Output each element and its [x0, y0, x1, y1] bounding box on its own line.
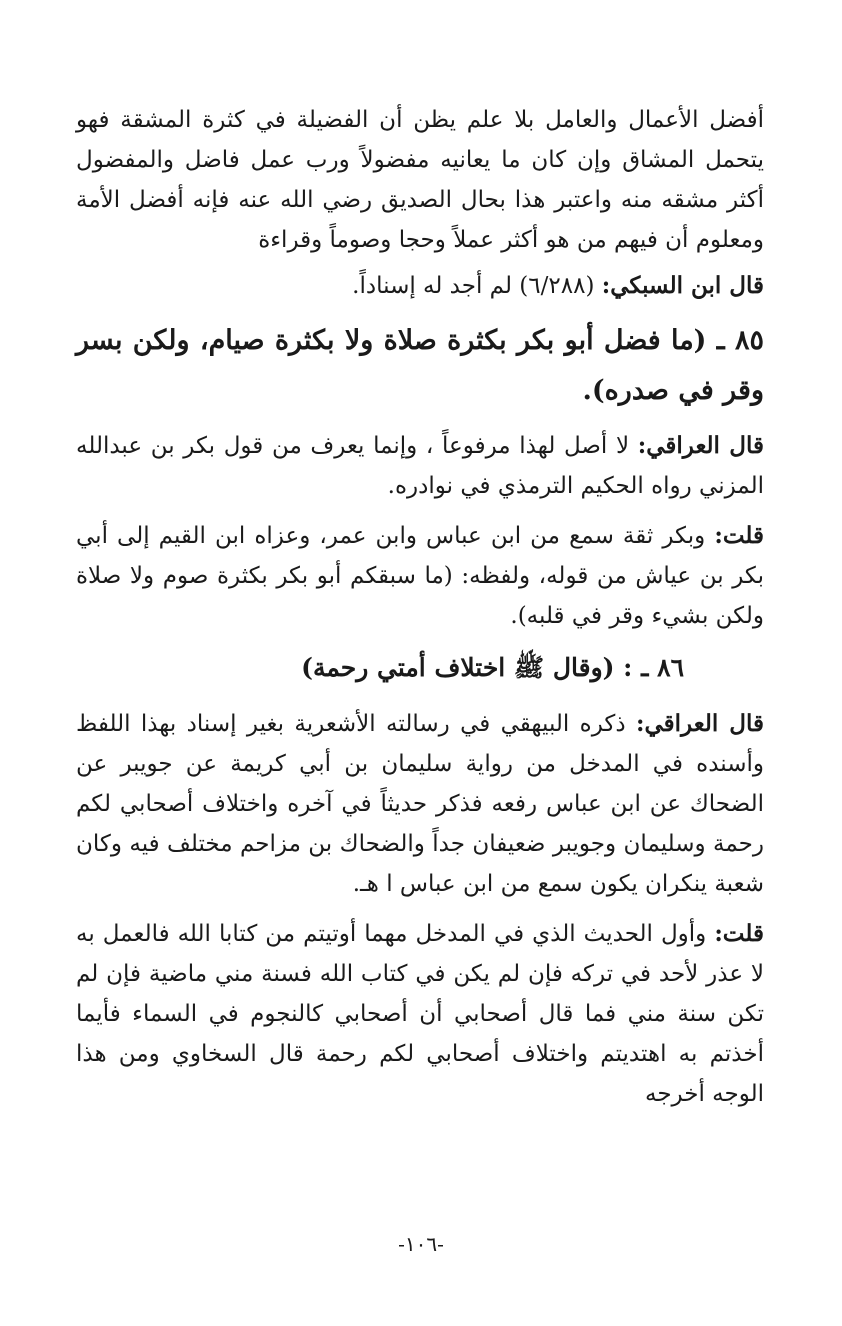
paragraph-text: ذكره البيهقي في رسالته الأشعرية بغير إسناد بهذا اللفظ وأسنده في المدخل من رواية سليمان بن أبي كريمة عن جويبر عن الضحاك عن ابن عباس رفعه فذكر حديثاً في آخره واختلاف أصحابي لكم رحمة وسليمان وجويبر ضعيفان جداً والضحاك بن مزاحم مختلف فيه وكان شعبة ينكران يكون سمع من ابن عباس ا هـ.	[76, 711, 764, 897]
page-body	[76, 100, 764, 1124]
speaker-label: قلت:	[714, 522, 765, 549]
hadith-text: (ما فضل أبو بكر بكثرة صلاة ولا بكثرة صيام، ولكن بسر وقر في صدره).	[76, 325, 764, 406]
paragraph-ibn-subki	[76, 266, 764, 306]
paragraph-iraqi-86	[76, 704, 764, 904]
page-number: -١٠٦-	[398, 1232, 444, 1256]
paragraph-continuation: أفضل الأعمال والعامل بلا علم يظن أن الفضيلة في كثرة المشقة فهو يتحمل المشاق وإن كان ما يعانيه مفضولاً ورب عمل فاضل والمفضول أكثر مشقه منه واعتبر هذا بحال الصديق رضي الله عنه فإنه أفضل الأمة ومعلوم أن فيهم من هو أكثر عملاً وحجا وصوماً وقراءة	[76, 107, 764, 253]
hadith-text: : (وقال ﷺ اختلاف أمتي رحمة)	[301, 653, 642, 682]
paragraph-text: وبكر ثقة سمع من ابن عباس وابن عمر، وعزاه ابن القيم إلى أبي بكر بن عياش من قوله، ولفظه: (ما سبقكم أبو بكر بكثرة صوم ولا صلاة ولكن بشيء وقر في قلبه).	[76, 523, 764, 629]
paragraph-text: وأول الحديث الذي في المدخل مهما أوتيتم من كتابا الله فالعمل به لا عذر لأحد في تركه فإن لم يكن في كتاب الله فسنة مني ماضية فإن لم تكن سنة مني فما قال أصحابي أن أصحابي كالنجوم في السماء فأيما أخذتم به اهتديتم واختلاف أصحابي لكم رحمة قال السخاوي ومن هذا الوجه أخرجه	[76, 921, 764, 1107]
paragraph-text: (٦/٢٨٨) لم أجد له إسناداً.	[352, 273, 602, 299]
speaker-label: قلت:	[714, 920, 764, 947]
paragraph-text: لا أصل لهذا مرفوعاً ، وإنما يعرف من قول بكر بن عبدالله المزني رواه الحكيم الترمذي في نوادره.	[76, 433, 764, 499]
speaker-label: قال العراقي:	[635, 710, 764, 737]
paragraph-qultu-86	[76, 914, 764, 1114]
hadith-85	[76, 316, 764, 416]
paragraph-qultu-85	[76, 516, 764, 636]
speaker-label: قال ابن السبكي:	[601, 272, 764, 299]
hadith-86	[76, 646, 764, 690]
paragraph-iraqi-85	[76, 426, 764, 506]
hadith-number: ٨٥ ـ	[716, 325, 765, 356]
speaker-label: قال العراقي:	[637, 432, 765, 459]
hadith-number: ٨٦ ـ	[641, 653, 684, 682]
